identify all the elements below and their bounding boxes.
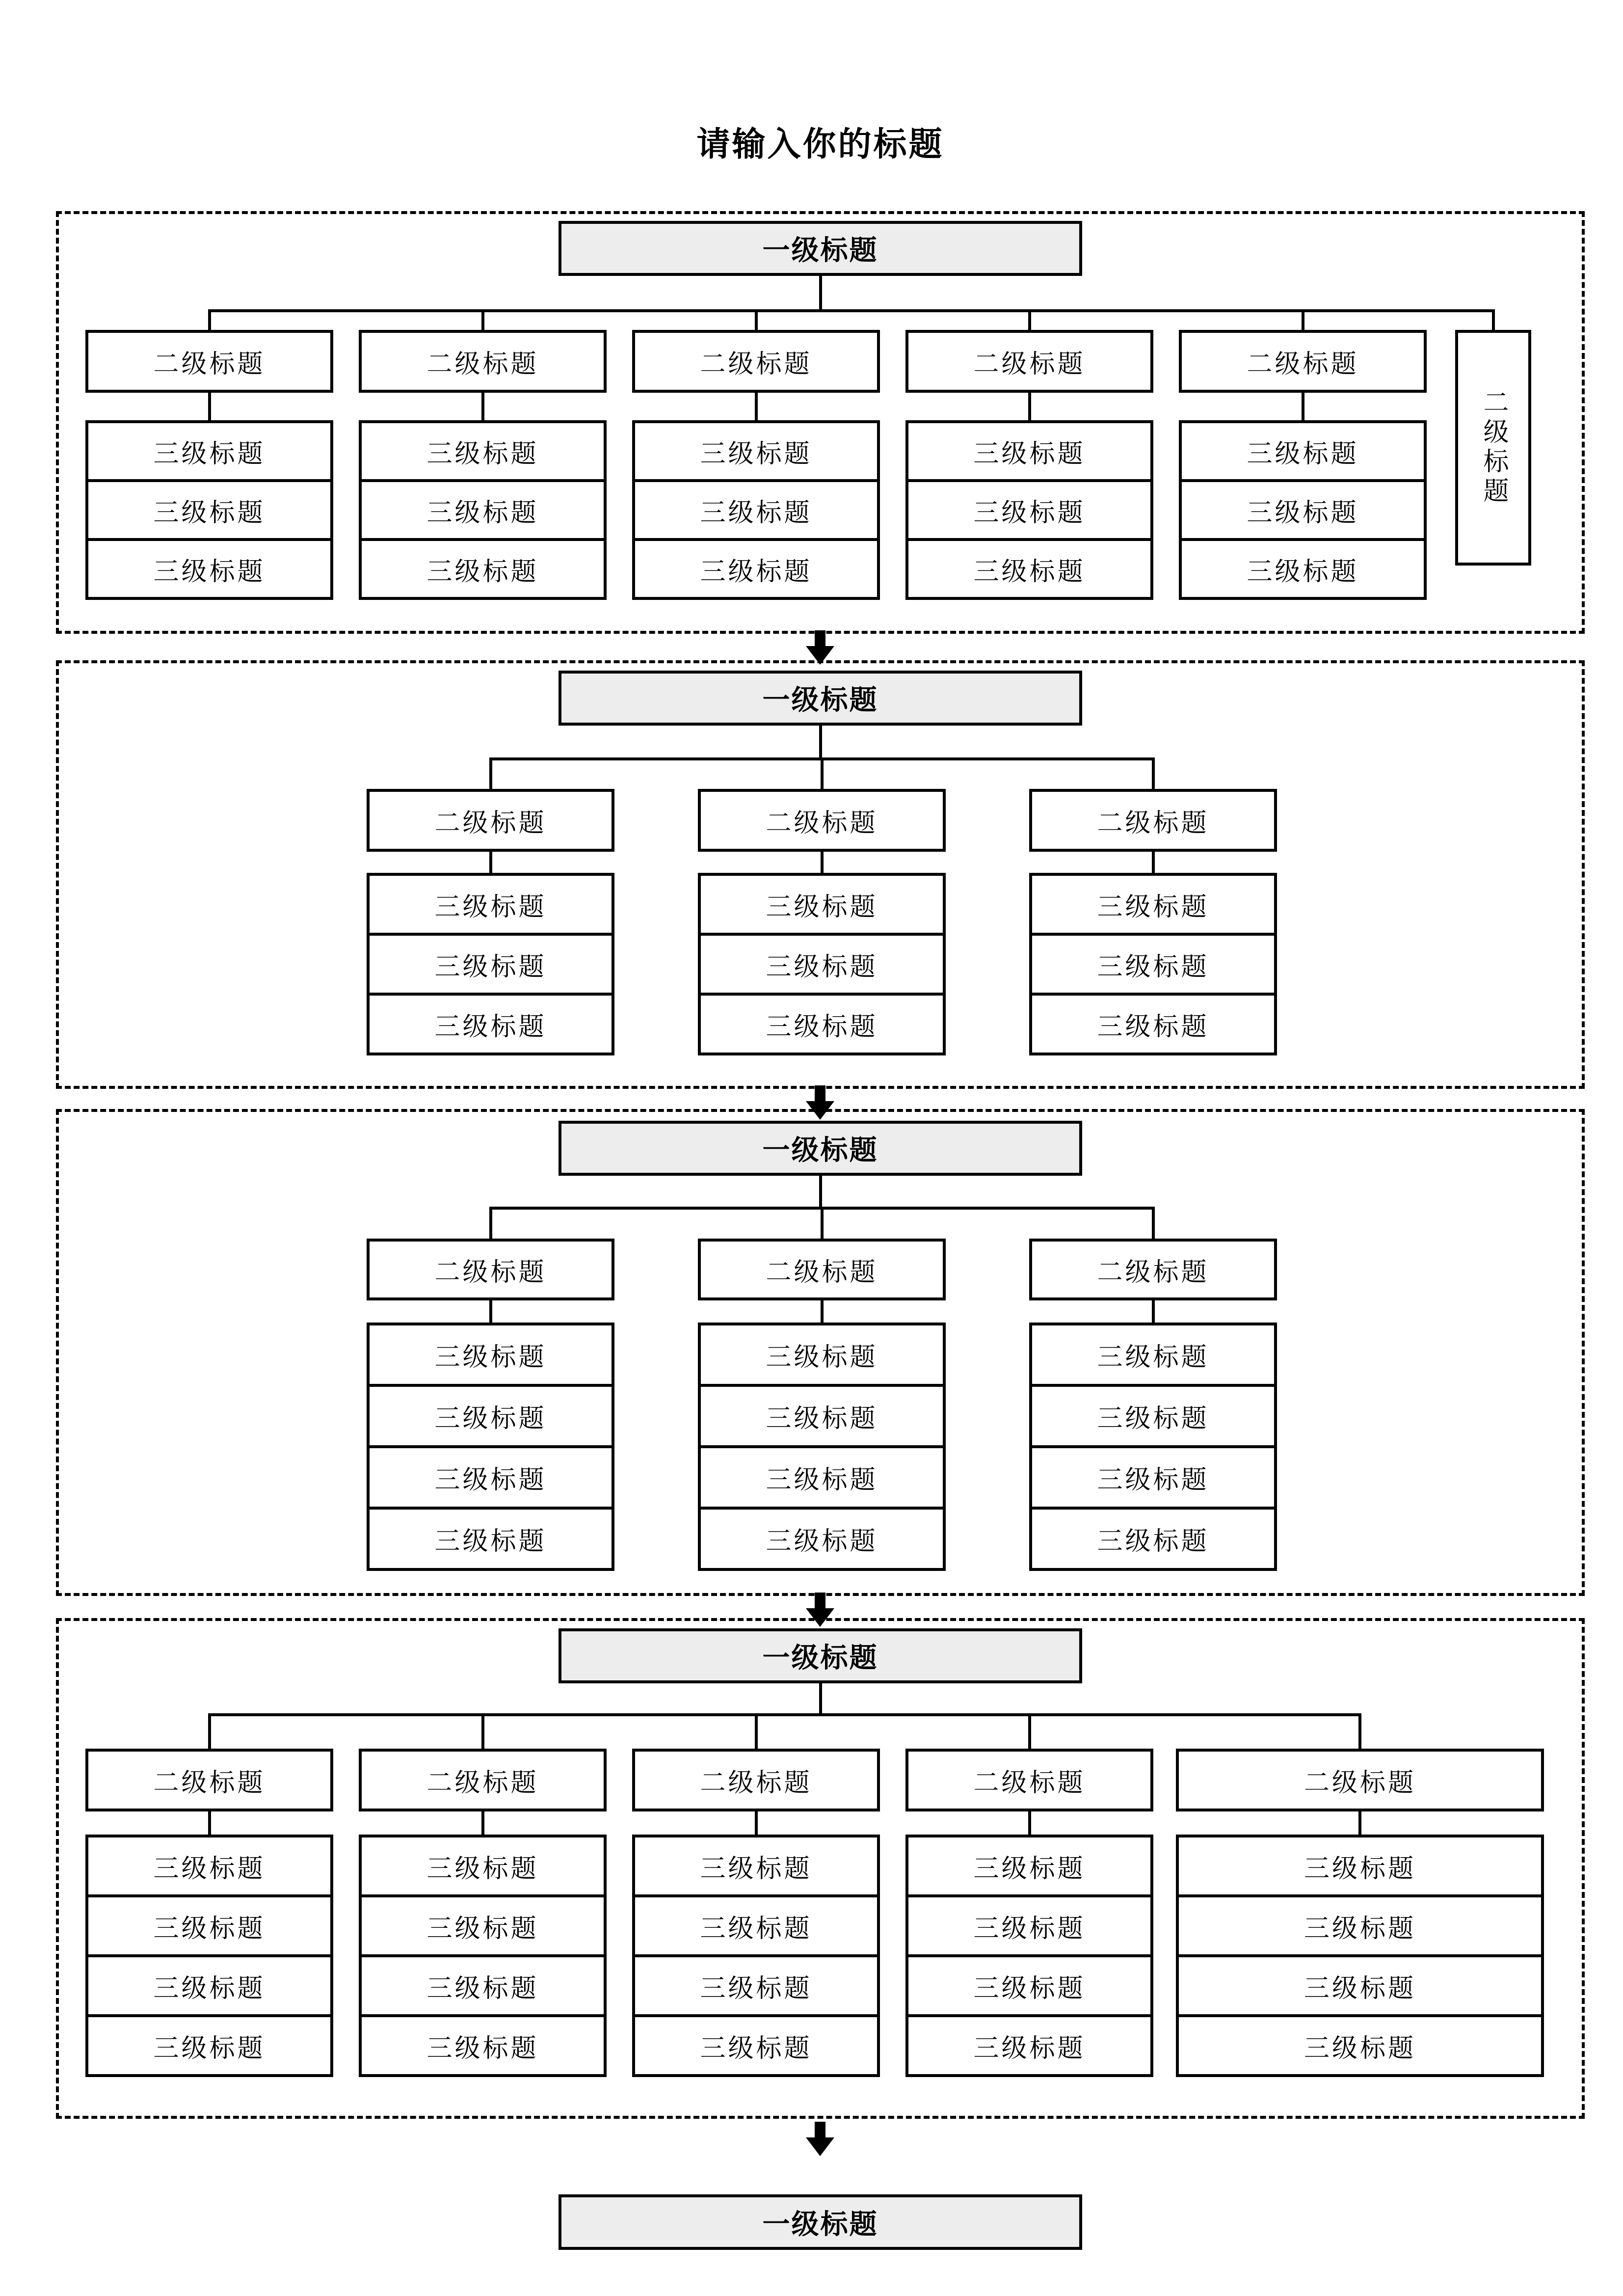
level2-title-box[interactable]: 二级标题 [905, 330, 1153, 393]
level1-title-box[interactable]: 一级标题 [559, 1121, 1082, 1176]
level3-title-box[interactable]: 三级标题 [1029, 873, 1277, 936]
section-2 [56, 660, 1585, 1089]
level2-title-box[interactable]: 二级标题 [367, 789, 614, 852]
level3-title-box[interactable]: 三级标题 [698, 1445, 946, 1510]
level3-stack [1179, 420, 1427, 600]
section-3 [56, 1109, 1585, 1596]
level3-stack [1176, 1835, 1544, 2077]
connector-vertical-line [1152, 852, 1155, 873]
down-arrow-icon [806, 630, 834, 665]
level2-title-box[interactable]: 二级标题 [1029, 1239, 1277, 1300]
level3-title-box[interactable]: 三级标题 [1176, 1835, 1544, 1897]
connector-vertical-line [1152, 1207, 1155, 1239]
level3-title-box[interactable]: 三级标题 [1029, 1384, 1277, 1448]
level3-title-box[interactable]: 三级标题 [367, 1323, 614, 1387]
connector-vertical-line [481, 1811, 484, 1835]
connector-vertical-line [208, 1713, 211, 1749]
down-arrow-icon [806, 2122, 834, 2156]
connector-vertical-line [489, 1207, 492, 1239]
level3-title-box[interactable]: 三级标题 [632, 1954, 880, 2017]
down-arrow-icon [806, 1085, 834, 1120]
level3-title-box[interactable]: 三级标题 [1179, 479, 1427, 541]
connector-vertical-line [1152, 757, 1155, 789]
level3-title-box[interactable]: 三级标题 [359, 2014, 607, 2077]
level3-title-box[interactable]: 三级标题 [698, 1323, 946, 1387]
level2-title-box[interactable]: 二级标题 [1179, 330, 1427, 393]
level2-title-box[interactable]: 二级标题 [85, 330, 333, 393]
level3-stack [367, 1323, 614, 1571]
level3-title-box[interactable]: 三级标题 [367, 1384, 614, 1448]
level3-stack [359, 1835, 607, 2077]
level3-title-box[interactable]: 三级标题 [359, 1894, 607, 1957]
connector-vertical-line [821, 1207, 824, 1239]
level3-title-box[interactable]: 三级标题 [367, 933, 614, 996]
level3-stack [905, 1835, 1153, 2077]
level3-title-box[interactable]: 三级标题 [1029, 1507, 1277, 1571]
level3-stack [85, 420, 333, 600]
level3-title-box[interactable]: 三级标题 [905, 420, 1153, 482]
level3-stack [367, 873, 614, 1055]
connector-vertical-line [755, 393, 758, 420]
level3-title-box[interactable]: 三级标题 [698, 993, 946, 1055]
level3-title-box[interactable]: 三级标题 [359, 538, 607, 600]
level2-title-box[interactable]: 二级标题 [1176, 1749, 1544, 1811]
level3-title-box[interactable]: 三级标题 [698, 933, 946, 996]
down-arrow-head [806, 2137, 834, 2156]
down-arrow-icon [806, 1593, 834, 1627]
level3-title-box[interactable]: 三级标题 [359, 1835, 607, 1897]
connector-vertical-line [819, 1176, 822, 1210]
level3-title-box[interactable]: 三级标题 [1176, 1894, 1544, 1957]
level3-title-box[interactable]: 三级标题 [632, 479, 880, 541]
level3-title-box[interactable]: 三级标题 [905, 2014, 1153, 2077]
connector-vertical-line [821, 1300, 824, 1323]
level1-title-box[interactable]: 一级标题 [559, 2194, 1082, 2250]
level1-title-box[interactable]: 一级标题 [559, 671, 1082, 726]
level3-title-box[interactable]: 三级标题 [1029, 993, 1277, 1055]
level3-title-box[interactable]: 三级标题 [905, 1954, 1153, 2017]
connector-vertical-line [755, 1811, 758, 1835]
down-arrow-head [806, 1101, 834, 1120]
level1-title-box[interactable]: 一级标题 [559, 1628, 1082, 1683]
level2-title-box[interactable]: 二级标题 [905, 1749, 1153, 1811]
level3-title-box[interactable]: 三级标题 [1029, 1323, 1277, 1387]
connector-vertical-line [821, 757, 824, 789]
level3-title-box[interactable]: 三级标题 [359, 1954, 607, 2017]
connector-vertical-line [1358, 1713, 1361, 1749]
connector-vertical-line [755, 1713, 758, 1749]
level3-title-box[interactable]: 三级标题 [367, 1445, 614, 1510]
level3-title-box[interactable]: 三级标题 [905, 1835, 1153, 1897]
level2-title-box[interactable]: 二级标题 [359, 1749, 607, 1811]
level3-stack [1029, 873, 1277, 1055]
connector-vertical-line [1028, 393, 1031, 420]
connector-vertical-line [819, 726, 822, 760]
down-arrow-head [806, 1608, 834, 1627]
connector-vertical-line [819, 276, 822, 312]
level2-title-box-vertical[interactable]: 二级标题 [1455, 330, 1531, 566]
connector-vertical-line [489, 852, 492, 873]
connector-vertical-line [481, 309, 484, 330]
level3-title-box[interactable]: 三级标题 [85, 1835, 333, 1897]
connector-vertical-line [481, 393, 484, 420]
connector-vertical-line [208, 309, 211, 330]
connector-vertical-line [489, 1300, 492, 1323]
down-arrow-head [806, 646, 834, 665]
level3-stack [632, 420, 880, 600]
level3-title-box[interactable]: 三级标题 [905, 1894, 1153, 1957]
level3-stack [698, 1323, 946, 1571]
level3-stack [85, 1835, 333, 2077]
connector-vertical-line [1152, 1300, 1155, 1323]
level2-title-box[interactable]: 二级标题 [85, 1749, 333, 1811]
down-arrow-stem [815, 630, 825, 647]
level3-stack [1029, 1323, 1277, 1571]
connector-vertical-line [755, 309, 758, 330]
level3-stack [905, 420, 1153, 600]
connector-vertical-line [481, 1713, 484, 1749]
level3-title-box[interactable]: 三级标题 [85, 1894, 333, 1957]
connector-horizontal-line [210, 1713, 1360, 1716]
connector-vertical-line [1492, 309, 1495, 330]
level3-title-box[interactable]: 三级标题 [1029, 933, 1277, 996]
level3-title-box[interactable]: 三级标题 [632, 1835, 880, 1897]
level3-title-box[interactable]: 三级标题 [367, 993, 614, 1055]
level3-title-box[interactable]: 三级标题 [632, 2014, 880, 2077]
level3-title-box[interactable]: 三级标题 [85, 420, 333, 482]
level3-title-box[interactable]: 三级标题 [905, 479, 1153, 541]
down-arrow-stem [815, 1085, 825, 1102]
level3-title-box[interactable]: 三级标题 [359, 420, 607, 482]
level3-title-box[interactable]: 三级标题 [698, 1507, 946, 1571]
connector-vertical-line [489, 757, 492, 789]
level3-title-box[interactable]: 三级标题 [367, 873, 614, 936]
level3-title-box[interactable]: 三级标题 [698, 1384, 946, 1448]
level2-title-box[interactable]: 二级标题 [367, 1239, 614, 1300]
level3-title-box[interactable]: 三级标题 [632, 538, 880, 600]
level3-title-box[interactable]: 三级标题 [85, 538, 333, 600]
level2-title-box[interactable]: 二级标题 [632, 330, 880, 393]
level1-title-box[interactable]: 一级标题 [559, 221, 1082, 276]
level3-title-box[interactable]: 三级标题 [85, 1954, 333, 2017]
connector-vertical-line [821, 852, 824, 873]
level2-title-box[interactable]: 二级标题 [1029, 789, 1277, 852]
connector-vertical-line [1302, 393, 1304, 420]
section-4 [56, 1618, 1585, 2119]
connector-vertical-line [208, 393, 211, 420]
level3-title-box[interactable]: 三级标题 [698, 873, 946, 936]
down-arrow-stem [815, 1593, 825, 1609]
level3-title-box[interactable]: 三级标题 [1179, 420, 1427, 482]
level3-title-box[interactable]: 三级标题 [1179, 538, 1427, 600]
level2-title-box[interactable]: 二级标题 [632, 1749, 880, 1811]
level3-stack [698, 873, 946, 1055]
level3-title-box[interactable]: 三级标题 [367, 1507, 614, 1571]
level3-title-box[interactable]: 三级标题 [632, 420, 880, 482]
connector-vertical-line [208, 1811, 211, 1835]
level3-title-box[interactable]: 三级标题 [85, 2014, 333, 2077]
level3-title-box[interactable]: 三级标题 [359, 479, 607, 541]
down-arrow-stem [815, 2122, 825, 2138]
connector-vertical-line [1028, 1713, 1031, 1749]
level2-title-box[interactable]: 二级标题 [698, 789, 946, 852]
level3-title-box[interactable]: 三级标题 [85, 479, 333, 541]
level3-title-box[interactable]: 三级标题 [1029, 1445, 1277, 1510]
level3-stack [359, 420, 607, 600]
connector-vertical-line [819, 1683, 822, 1716]
level2-title-box[interactable]: 二级标题 [359, 330, 607, 393]
section-1 [56, 211, 1585, 634]
connector-horizontal-line [210, 309, 1493, 312]
level3-title-box[interactable]: 三级标题 [632, 1894, 880, 1957]
level3-title-box[interactable]: 三级标题 [905, 538, 1153, 600]
page-title[interactable]: 请输入你的标题 [696, 126, 944, 163]
level2-title-box[interactable]: 二级标题 [698, 1239, 946, 1300]
level3-stack [632, 1835, 880, 2077]
connector-vertical-line [1302, 309, 1304, 330]
level3-title-box[interactable]: 三级标题 [1176, 1954, 1544, 2017]
connector-vertical-line [1028, 1811, 1031, 1835]
level3-title-box[interactable]: 三级标题 [1176, 2014, 1544, 2077]
connector-vertical-line [1358, 1811, 1361, 1835]
connector-vertical-line [1028, 309, 1031, 330]
